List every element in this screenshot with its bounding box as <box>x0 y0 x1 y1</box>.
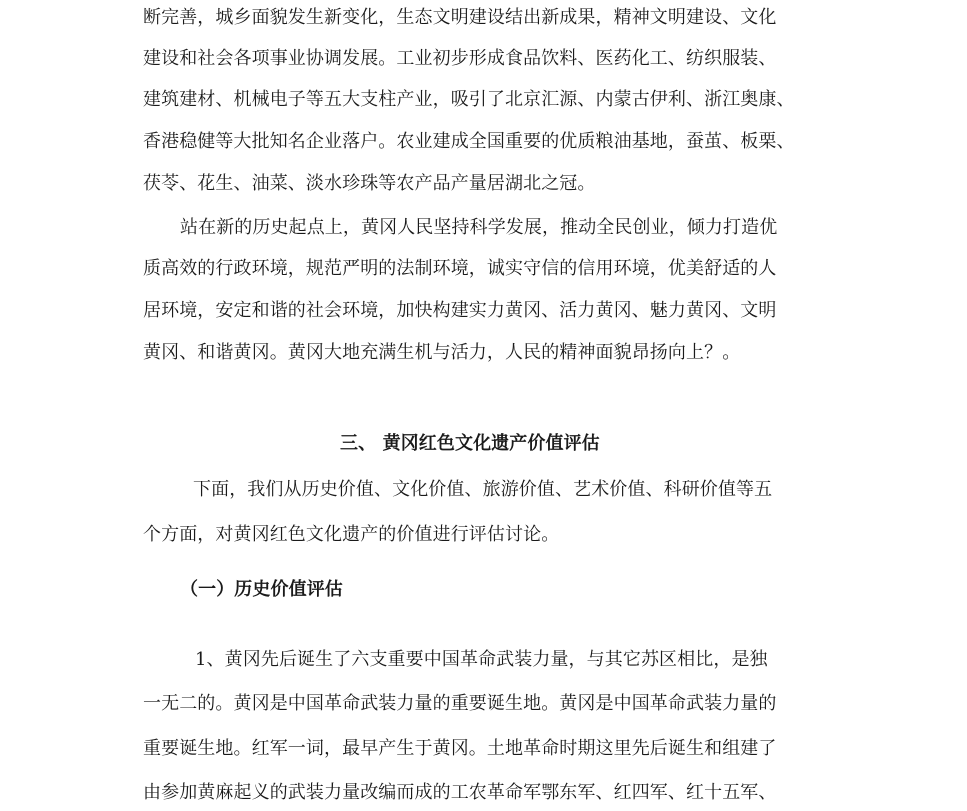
paragraph-2-line-3: 居环境，安定和谐的社会环境，加快构建实力黄冈、活力黄冈、魅力黄冈、文明 <box>143 300 777 321</box>
subsection-heading: （一）历史价值评估 <box>180 579 343 600</box>
paragraph-1-line-5: 茯苓、花生、油菜、淡水珍珠等农产品产量居湖北之冠。 <box>143 173 596 194</box>
section-heading: 三、 黄冈红色文化遗产价值评估 <box>340 433 600 454</box>
paragraph-2-line-4: 黄冈、和谐黄冈。黄冈大地充满生机与活力，人民的精神面貌昂扬向上？。 <box>143 342 741 363</box>
paragraph-4-line-4: 由参加黄麻起义的武装力量改编而成的工农革命军鄂东军、红四军、红十五军、 <box>143 782 777 803</box>
paragraph-3-line-2: 个方面，对黄冈红色文化遗产的价值进行评估讨论。 <box>143 524 560 545</box>
paragraph-1-line-2: 建设和社会各项事业协调发展。工业初步形成食品饮料、医药化工、纺织服装、 <box>143 48 777 69</box>
paragraph-4-line-3: 重要诞生地。红军一词，最早产生于黄冈。土地革命时期这里先后诞生和组建了 <box>143 738 777 759</box>
paragraph-1-line-1: 断完善，城乡面貌发生新变化，生态文明建设结出新成果，精神文明建设、文化 <box>143 7 777 28</box>
paragraph-1-line-4: 香港稳健等大批知名企业落户。农业建成全国重要的优质粮油基地，蚕茧、板栗、 <box>143 131 795 152</box>
paragraph-4-line-1: 1、黄冈先后诞生了六支重要中国革命武装力量，与其它苏区相比，是独 <box>195 649 768 670</box>
paragraph-1-line-3: 建筑建材、机械电子等五大支柱产业，吸引了北京汇源、内蒙古伊利、浙江奥康、 <box>143 89 795 110</box>
paragraph-4-line-2: 一无二的。黄冈是中国革命武装力量的重要诞生地。黄冈是中国革命武装力量的 <box>143 693 777 714</box>
paragraph-3-line-1: 下面，我们从历史价值、文化价值、旅游价值、艺术价值、科研价值等五 <box>193 479 773 500</box>
paragraph-2-line-2: 质高效的行政环境，规范严明的法制环境，诚实守信的信用环境，优美舒适的人 <box>143 258 777 279</box>
paragraph-2-line-1: 站在新的历史起点上，黄冈人民坚持科学发展，推动全民创业，倾力打造优 <box>180 217 778 238</box>
